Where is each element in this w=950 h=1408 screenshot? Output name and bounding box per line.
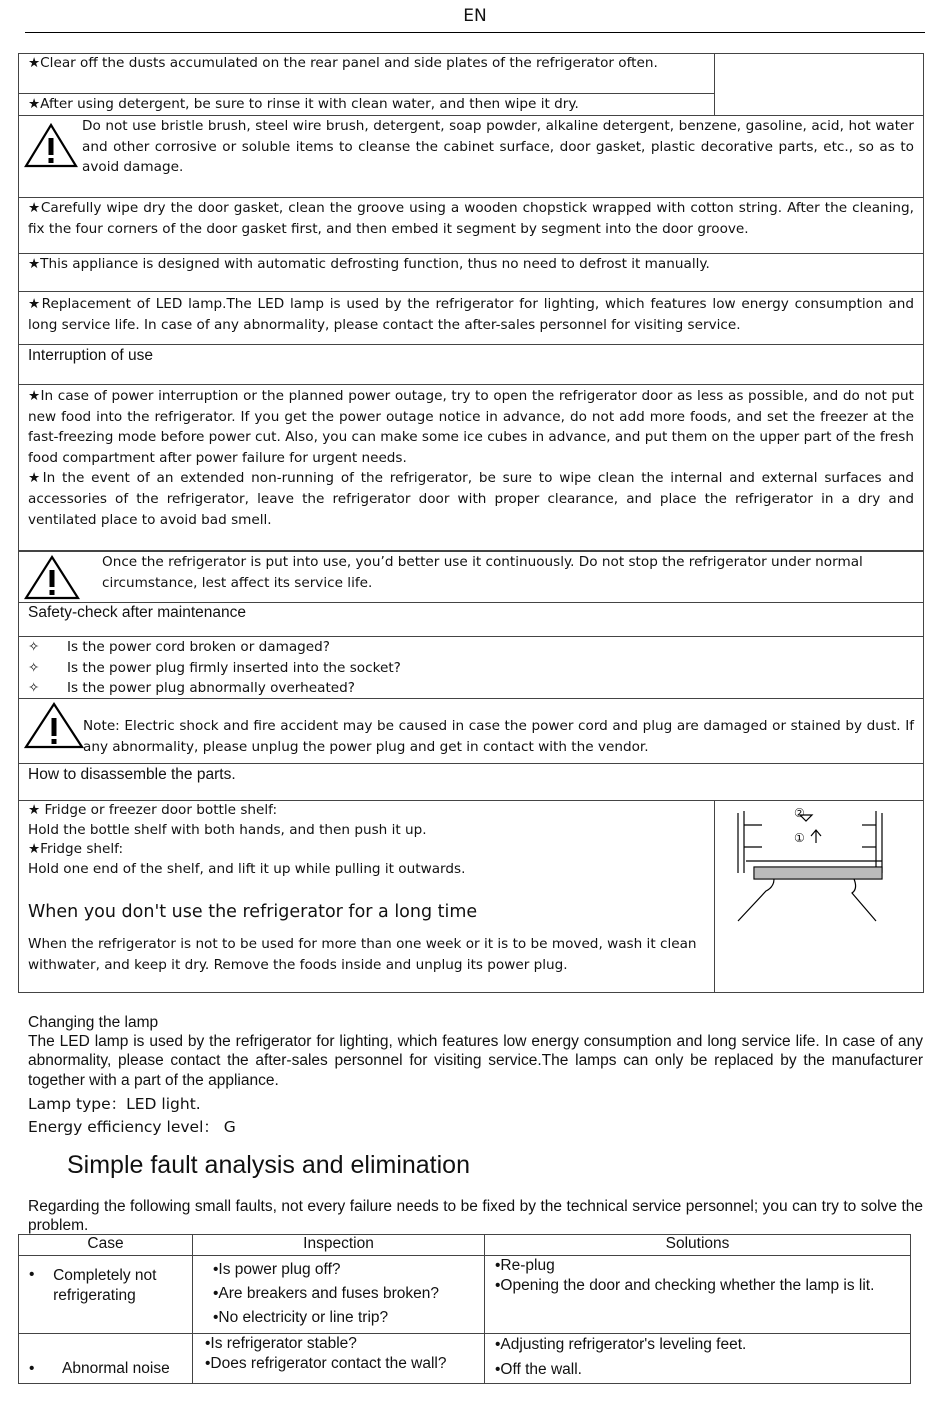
- care-row-gasket: [18, 198, 924, 254]
- warning-text-continuous: Once the refrigerator is put into use, you’d better use it continuously. Do not stop the refrigerator under normal circumstance, lest affect its service life.: [102, 554, 863, 591]
- inspection-item: •Is refrigerator stable?: [205, 1335, 357, 1352]
- safety-item: ✧ Is the power plug abnormally overheated?: [28, 678, 924, 699]
- interruption-title: Interruption of use: [28, 347, 153, 364]
- warning-row-cleaning: [18, 116, 924, 198]
- case-cell: Abnormal noise: [62, 1360, 170, 1377]
- fault-table: [18, 1234, 911, 1384]
- warning-text-electric: Note: Electric shock and fire accident may be caused in case the power cord and plug are damaged or stained by dust. If any abnormality, please unplug the power plug and get in contact with the vendor.: [83, 718, 914, 755]
- table-row: • Abnormal noise •Is refrigerator stable? •Does refrigerator contact the wall? •Adjusting refrigerator's leveling feet. •Off the wall.: [19, 1334, 911, 1384]
- safety-list-row: [18, 637, 924, 699]
- solution-item: •Re-plug: [495, 1257, 555, 1274]
- warning-row-electric: [18, 699, 924, 764]
- lamp-title: Changing the lamp: [28, 1014, 159, 1031]
- care-row-led: [18, 292, 924, 345]
- lamp-text: The LED lamp is used by the refrigerator for lighting, which features low energy consumption and long service life. In case of any abnormality, please contact the after-sales personnel for visiting service.The lamps can only be replaced by the manufacturer together with a part of the appliance.: [28, 1033, 923, 1089]
- care-text-defrost: ★This appliance is designed with automatic defrosting function, thus no need to defrost it manually.: [28, 256, 710, 272]
- longtime-title: When you don't use the refrigerator for a long time: [28, 902, 478, 922]
- interruption-title-row: [18, 345, 924, 385]
- lamp-specs: [28, 1093, 236, 1139]
- lamp-type: Lamp type：LED light.: [28, 1095, 201, 1113]
- inspection-item: •Are breakers and fuses broken?: [213, 1285, 439, 1302]
- lamp-section: [28, 1013, 923, 1090]
- solution-item: •Off the wall.: [495, 1361, 582, 1378]
- care-text-gasket: ★Carefully wipe dry the door gasket, clean the groove using a wooden chopstick wrapped with cotton string. After the cleaning, fix the four corners of the door gasket first, and then embed it segment by segment into the door groove.: [28, 200, 914, 237]
- care-row-defrost: [18, 254, 924, 292]
- care-row-2: [18, 94, 924, 116]
- interruption-text-extended: ★In the event of an extended non-running of the refrigerator, be sure to wipe clean the internal and external surfaces and accessories of the refrigerator, leave the refrigerator door with proper clearance, and place the refrigerator in a dry and ventilated place to avoid bad smell.: [28, 470, 914, 528]
- step-fridge-shelf-title: ★Fridge shelf:: [28, 841, 124, 857]
- care-text-dust: ★Clear off the dusts accumulated on the rear panel and side plates of the refrigerator often.: [28, 55, 658, 71]
- interruption-body-row: [18, 385, 924, 551]
- inspection-item: •Is power plug off?: [213, 1261, 341, 1278]
- header-solutions: Solutions: [485, 1235, 911, 1256]
- warning-icon: [24, 122, 78, 168]
- disassemble-title-row: [18, 764, 924, 801]
- solution-item: •Opening the door and checking whether the lamp is lit.: [495, 1277, 875, 1294]
- faults-title: Simple fault analysis and elimination: [67, 1151, 470, 1179]
- longtime-text: When the refrigerator is not to be used for more than one week or it is to be moved, wash it clean withwater, and keep it dry. Remove the foods inside and unplug its power plug.: [28, 936, 697, 973]
- safety-item: ✧ Is the power cord broken or damaged?: [28, 637, 924, 658]
- disassemble-title: How to disassemble the parts.: [28, 766, 236, 783]
- energy-level: Energy efficiency level： G: [28, 1118, 236, 1136]
- inspection-item: •Does refrigerator contact the wall?: [205, 1355, 447, 1372]
- header-rule: [25, 32, 925, 33]
- care-text-detergent: ★After using detergent, be sure to rinse it with clean water, and then wipe it dry.: [28, 96, 579, 112]
- diamond-bullet-icon: ✧: [28, 639, 40, 655]
- step-fridge-shelf-text: Hold one end of the shelf, and lift it up while pulling it outwards.: [28, 860, 466, 877]
- header-inspection: Inspection: [193, 1235, 485, 1256]
- step-door-shelf-text: Hold the bottle shelf with both hands, and then push it up.: [28, 821, 427, 838]
- diamond-bullet-icon: ✧: [28, 680, 40, 697]
- shelf-removal-figure: [732, 803, 892, 935]
- warning-row-continuous: [18, 551, 924, 603]
- safety-checklist: [18, 637, 924, 699]
- safety-item: ✧ Is the power plug firmly inserted into the socket?: [28, 658, 924, 679]
- solution-item: •Adjusting refrigerator's leveling feet.: [495, 1336, 747, 1353]
- case-cell: Completely not refrigerating: [53, 1267, 157, 1304]
- faults-intro: Regarding the following small faults, not every failure needs to be fixed by the technical service personnel; you can try to solve the problem.: [28, 1198, 923, 1235]
- warning-icon: [24, 554, 80, 600]
- figure-mark-2: ②: [794, 806, 805, 820]
- disassemble-steps: [28, 801, 465, 879]
- diamond-bullet-icon: ✧: [28, 659, 40, 676]
- inspection-item: •No electricity or line trip?: [213, 1309, 389, 1326]
- figure-mark-1: ①: [794, 831, 805, 845]
- interruption-text-outage: ★In case of power interruption or the planned power outage, try to open the refrigerator door as less as possible, and do not put new food into the refrigerator. If you get the power outage notice in advance, do not add more foods, and set the freezer at the fast-freezing mode before power cut. Also, you can make some ice cubes in advance, and put them on the upper part of the fresh food compartment after power failure for urgent needs.: [28, 388, 914, 466]
- safety-title-row: [18, 603, 924, 637]
- page-language-header: EN: [463, 6, 487, 26]
- fault-table-header: [19, 1235, 911, 1256]
- table-row: • Completely not refrigerating •Is power plug off? •Are breakers and fuses broken? •No electricity or line trip? •Re-plug •Opening the door and checking whether the lamp is lit.: [19, 1256, 911, 1334]
- warning-icon: [24, 701, 84, 749]
- care-text-led: ★Replacement of LED lamp.The LED lamp is used by the refrigerator for lighting, which features low energy consumption and long service life. In case of any abnormality, please contact the after-sales personnel for visiting service.: [28, 296, 914, 333]
- header-case: Case: [19, 1235, 193, 1256]
- disassemble-body-row: [18, 801, 924, 993]
- safety-title: Safety-check after maintenance: [28, 604, 246, 621]
- care-row-1: [18, 53, 924, 94]
- warning-text-cleaning: Do not use bristle brush, steel wire brush, detergent, soap powder, alkaline detergent, benzene, gasoline, acid, hot water and other corrosive or soluble items to cleanse the cabinet surface, door gasket, plastic decorative parts, etc., so as to avoid damage.: [82, 118, 914, 176]
- step-door-shelf-title: ★ Fridge or freezer door bottle shelf:: [28, 802, 278, 818]
